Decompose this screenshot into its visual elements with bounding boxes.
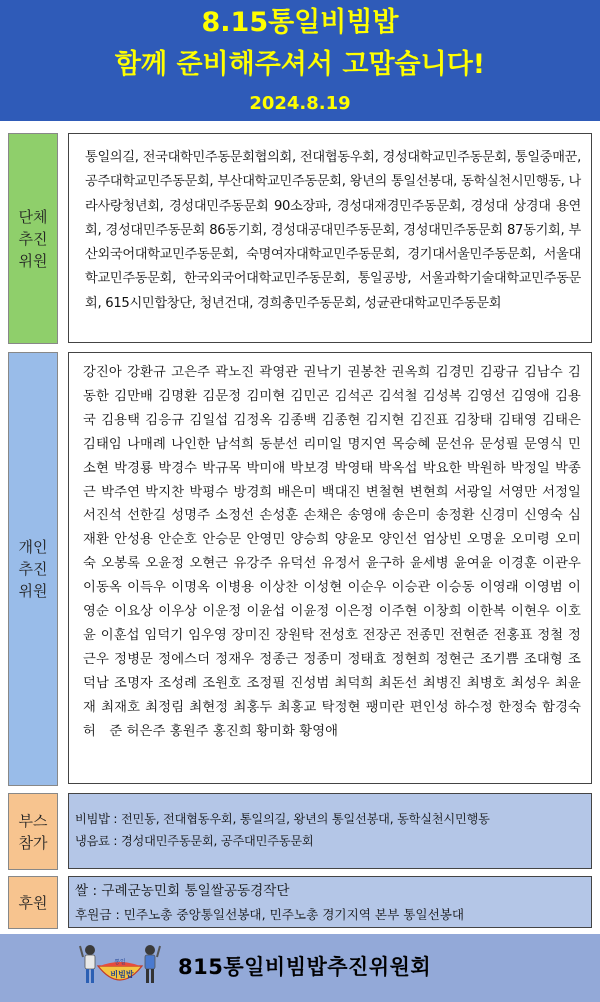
header-banner [0, 0, 600, 121]
organizations-label-line: 추진 [18, 229, 48, 248]
footer-banner [0, 934, 600, 1002]
individuals-label-line: 추진 [18, 560, 48, 578]
header-date: 2024.8.19 [249, 93, 351, 114]
booth-line-drinks: 냉음료 : 경성대민주동문회, 공주대민주동문회 [75, 834, 314, 848]
individuals-label-line: 개인 [18, 538, 48, 556]
individuals-label-line: 위원 [18, 582, 48, 600]
individuals-list: 강진아 강환규 고은주 곽노진 곽영관 권낙기 권봉찬 권옥희 김경민 김광규 김남수 김동한 김만배 김명환 김문정 김미현 김민곤 김석곤 김석철 김성복 김영선 김영애 김용국 김용택 김응규 김일섭 김정옥 김종백 김종현 김지현 김진표 김창태 김태영 김태은 김태임 나매례 나인한 남석희 동분선 리미일 명지연 목승혜 문선유 문성필 문영식 민소현 박경룡 박경수 박규목 박미애 박보경 박영태 박옥섭 박요한 박원하 박정일 박종근 박주연 박지찬 박평수 방경희 배은미 백대진 변철현 변현희 서광일 서영만 서정일 서진석 선한길 성명주 소정선 손성훈 손채은 송영애 송은미 송정환 신경미 신영숙 심재환 안성용 안순호 안승문 안영민 양승희 양윤모 양인선 엄상빈 오명윤 오미령 오미숙 오봉록 오윤정 오현근 유강주 유덕선 유정서 윤구하 윤세병 윤여윤 이경훈 이관우 이동옥 이득우 이명옥 이병용 이상찬 이성현 이순우 이승관 이승동 이영래 이영범 이영순 이요상 이우상 이운정 이윤섭 이윤정 이은정 이주현 이창희 이한복 이현우 이호윤 이훈섭 임덕기 임우영 장미진 장원탁 전성호 전장곤 전종민 전현준 전홍표 정철 정근우 정병문 정에스더 정재우 정종근 정종미 정태효 정현희 정현근 조기쁨 조대형 조덕남 조명자 조성례 조원호 조정필 진성범 최덕희 최돈선 최병진 최병호 최성우 최윤재 최재호 최정림 최현정 최홍두 최홍교 탁정현 팽미란 편인성 하수정 한정숙 함경숙 허 준 허은주 홍원주 홍진희 황미화 황영애 [68, 352, 592, 784]
booth-label [8, 793, 58, 870]
organizations-label [8, 133, 58, 344]
sponsor-line-funds: 후원금 : 민주노총 중앙통일선봉대, 민주노총 경기지역 본부 통일선봉대 [75, 907, 465, 922]
logo-text-main: 비빔밥 [110, 970, 134, 979]
header-title-line2: 함께 준비해주셔서 고맙습니다! [114, 49, 486, 80]
booth-label-line: 참가 [18, 833, 48, 852]
organizations-label-line: 단체 [18, 207, 48, 226]
sponsor-line-rice: 쌀 : 구례군농민회 통일쌀공동경작단 [75, 883, 290, 899]
sponsor-panel [68, 876, 592, 928]
booth-panel [68, 793, 592, 869]
header-title-line1: 8.15통일비빔밥 [201, 7, 399, 38]
logo-text-top: 통일 [114, 959, 126, 966]
bibimbap-logo-icon [78, 940, 162, 996]
individuals-label [8, 352, 58, 786]
organizations-list: 통일의길, 전국대학민주동문회협의회, 전대협동우회, 경성대학교민주동문회, 통일중매꾼, 공주대학교민주동문회, 부산대학교민주동문회, 왕년의 통일선봉대, 동학실천시민행동, 나라사랑청년회, 경성대민주동문회 90소장파, 경성대재경민주동문회, 경성대 상경대 용연회, 경성대민주동문회 86동기회, 경성대공대민주동문회, 경성대민주동문회 87동기회, 부산외국어대학교민주동문회, 숙명여자대학교민주동문회, 경기대서울민주동문회, 서울대학교민주동문회, 한국외국어대학교민주동문회, 통일공방, 서울과학기술대학교민주동문회, 615시민합창단, 청년건대, 경희총민주동문회, 성균관대학교민주동문회 [68, 133, 592, 343]
booth-line-bibimbap: 비빔밥 : 전민동, 전대협동우회, 통일의길, 왕년의 통일선봉대, 동학실천시민행동 [75, 812, 490, 826]
footer-title: 815통일비빔밥추진위원회 [178, 955, 432, 979]
organizations-label-line: 위원 [18, 251, 48, 270]
booth-label-line: 부스 [18, 811, 48, 830]
sponsor-label-line: 후원 [18, 893, 48, 912]
sponsor-label [8, 876, 58, 929]
